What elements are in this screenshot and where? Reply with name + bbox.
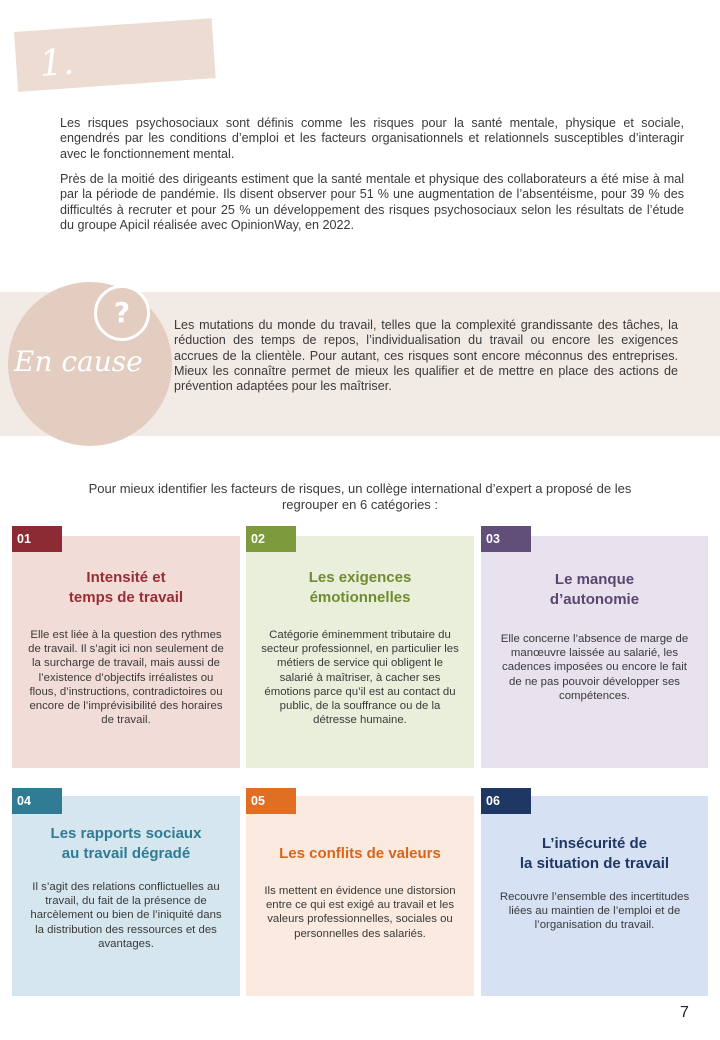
category-body: Ils mettent en évidence une distorsion entre ce qui est exigé au travail et les valeurs professionnelles, sociales ou personnelles des salariés. bbox=[264, 885, 456, 940]
cause-label: En cause bbox=[14, 345, 143, 378]
page-number: 7 bbox=[680, 1004, 689, 1021]
category-number: 06 bbox=[481, 788, 531, 814]
category-card-06 bbox=[481, 796, 708, 996]
category-number: 03 bbox=[481, 526, 531, 552]
category-body: Catégorie éminemment tributaire du secteur professionnel, en particulier les métiers de service qui obligent le salarié à maîtriser, à cacher ses émotions parce qu’il est au contact du public, de la souffrance ou de la détresse humaine. bbox=[261, 629, 459, 727]
category-card-02 bbox=[246, 532, 474, 768]
category-card-01 bbox=[12, 532, 240, 768]
section-title: 1. Notions bbox=[38, 41, 187, 135]
category-title: Les exigences émotionnelles bbox=[308, 569, 412, 606]
category-title: Les conflits de valeurs bbox=[279, 845, 441, 862]
category-card-04 bbox=[12, 796, 240, 996]
paragraph-definition: Les risques psychosociaux sont définis comme les risques pour la santé mentale, physique et sociale, engendrés par les conditions d’emploi et les facteurs organisationnels et relationnels susceptibles d’interagir avec le fonctionnement mental. bbox=[60, 116, 684, 161]
category-card-03 bbox=[481, 532, 708, 768]
category-number: 02 bbox=[246, 526, 296, 552]
category-title: Le manque d’autonomie bbox=[549, 571, 640, 608]
category-body: Il s’agit des relations conflictuelles au travail, du fait de la présence de harcèlement ou bien de l’iniquité dans la distribution des ressources et des avantages. bbox=[30, 881, 222, 950]
cause-text: Les mutations du monde du travail, telles que la complexité grandissante des tâches, la réduction des temps de repos, l’individualisation du travail ou encore les exigences accrues de la clientèle. Pour autant, ces risques sont encore méconnus des entreprises. Mieux les connaître permet de mieux les qualifier et de mettre en place des actions de prévention adaptées pour les maîtriser. bbox=[174, 318, 678, 394]
category-number: 01 bbox=[12, 526, 62, 552]
category-body: Recouvre l’ensemble des incertitudes liées au maintien de l’emploi et de l’organisation du travail. bbox=[499, 891, 690, 932]
category-body: Elle est liée à la question des rythmes de travail. Il s’agit ici non seulement de la surcharge de travail, mais aussi de l’existence d’objectifs irréalistes ou flous, d’instructions, contradictoires ou encore de l’imprévisibilité des horaires de travail. bbox=[28, 629, 224, 727]
category-number: 04 bbox=[12, 788, 62, 814]
category-title: Les rapports sociaux au travail dégradé bbox=[50, 825, 202, 862]
category-title: L’insécurité de la situation de travail bbox=[519, 835, 670, 872]
category-title: Intensité et temps de travail bbox=[68, 569, 184, 606]
categories-intro: Pour mieux identifier les facteurs de risques, un collège international d’expert a proposé de les regrouper en 6 catégories : bbox=[88, 481, 632, 512]
paragraph-statistics: Près de la moitié des dirigeants estiment que la santé mentale et physique des collaborateurs a été mise à mal par la période de pandémie. Ils disent observer pour 51 % une augmentation de l’absentéisme, pour 39 % des difficultés à recruter et pour 25 % un développement des risques psychosociaux selon les résultats de l’étude du groupe Apicil réalisée avec OpinionWay, en 2022. bbox=[60, 172, 684, 233]
category-number: 05 bbox=[246, 788, 296, 814]
category-body: Elle concerne l’absence de marge de manœuvre laissée au salarié, les cadences imposées ou encore le fait de ne pas pouvoir développer ses compétences. bbox=[500, 633, 689, 702]
category-card-05 bbox=[246, 796, 474, 996]
question-mark-icon: ? bbox=[94, 285, 150, 341]
